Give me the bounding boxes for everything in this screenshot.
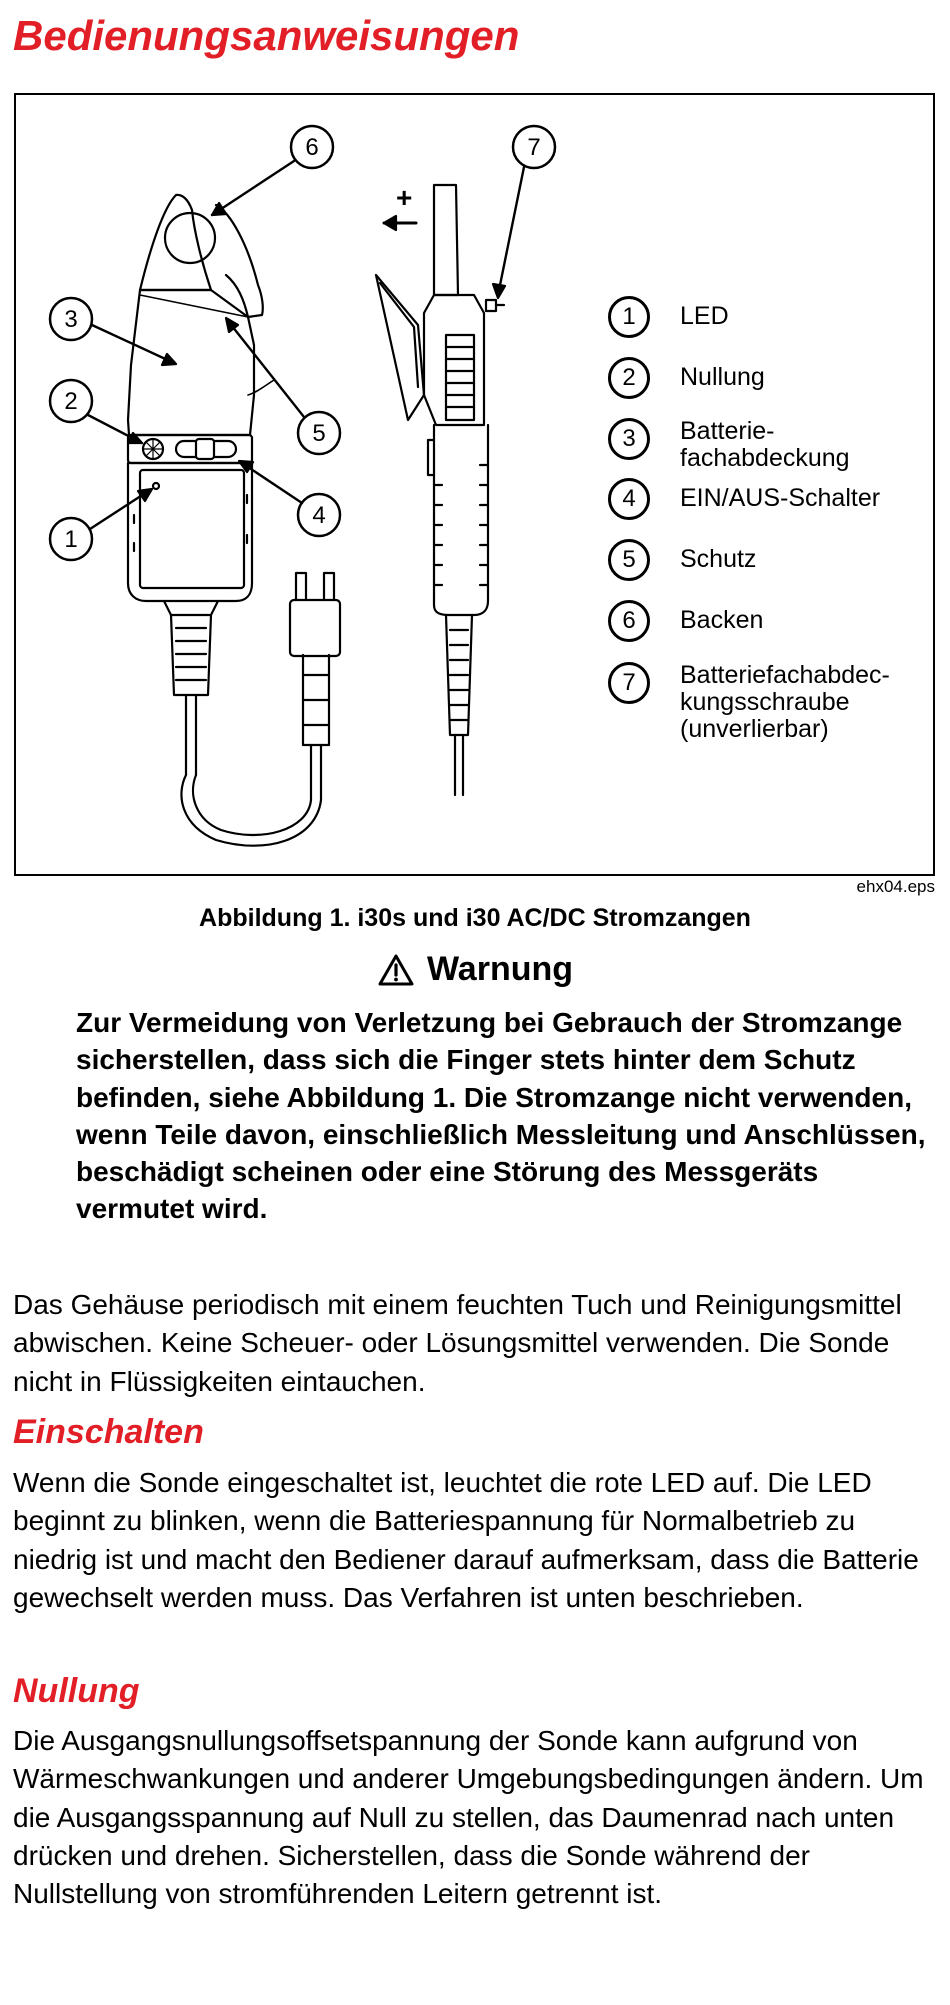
legend-text: Nullung [680,363,765,391]
jaw-right [216,205,263,317]
warning-heading-text: Warnung [426,950,574,988]
clamp-side-view [376,185,504,795]
warning-heading [0,950,950,989]
callout-label-3: 3 [64,306,78,333]
side-grip [434,425,488,615]
power-switch [196,439,214,459]
section-heading-zeroing: Nullung [13,1672,140,1710]
callouts [50,126,555,560]
legend-num: 5 [608,539,650,581]
led [153,483,159,489]
figure-file-name: ehx04.eps [856,877,935,896]
legend-num: 2 [608,357,650,399]
callout-label-5: 5 [312,420,326,447]
lower-body [128,463,252,601]
clamp-front-view [128,195,340,846]
side-jaw [434,185,458,295]
callout-label-6: 6 [305,134,319,161]
section-heading-power-on: Einschalten [13,1413,204,1451]
jaw-left [140,195,211,290]
legend-item-5 [608,539,756,581]
legend-text: Schutz [680,545,757,573]
legend-item-2 [608,357,765,399]
legend-text: Batterie- fachabdeckung [680,417,850,472]
zeroing-paragraph: Die Ausgangsnullungsoffsetspannung der Sonde kann aufgrund von Wärmeschwankungen und anderer Umgebungsbedingungen ändern. Um die Ausgangsspannung auf Null zu stellen, das Daumenrad nach unten drücken und drehen. Sicherstellen, dass die Sonde während der Nullstellung von stromführenden Leitern getrennt ist. [13,1725,924,1910]
power-on-paragraph: Wenn die Sonde eingeschaltet ist, leuchtet die rote LED auf. Die LED beginnt zu blinken, wenn die Batteriespannung für Normalbetrieb zu niedrig ist und macht den Bediener darauf aufmerksam, dass die Batterie gewechselt werden muss. Das Verfahren ist unten beschrieben. [13,1467,919,1613]
battery-window [140,470,244,588]
warning-body: Zur Vermeidung von Verletzung bei Gebrauch der Stromzange sicherstellen, dass sich die Finger stets hinter dem Schutz befinden, siehe Abbildung 1. Die Stromzange nicht verwenden, wenn Teile davon, einschließlich Messleitung und Anschlüssen, beschädigt scheinen oder eine Störung des Messgeräts vermutet wird. [76,1007,926,1225]
legend-text: Backen [680,606,764,634]
legend-item-3 [608,418,850,472]
legend-item-6 [608,600,763,642]
figure-caption: Abbildung 1. i30s und i30 AC/DC Stromzangen [199,904,751,932]
polarity-plus: + [396,182,413,213]
legend-text: EIN/AUS-Schalter [680,484,881,512]
legend-item-1 [608,296,729,338]
open-cover [376,275,424,420]
legend-num: 4 [608,478,650,520]
legend-num: 6 [608,600,650,642]
callout-label-7: 7 [527,134,541,161]
polarity-arrow [384,182,416,230]
legend-text: Batteriefachabdec- kungsschraube (unverlierbar) [680,661,890,743]
upper-body [128,290,254,435]
warning-triangle-icon [377,953,415,987]
legend-item-7 [608,662,890,743]
callout-label-1: 1 [64,526,78,553]
legend-text: LED [680,302,729,330]
callout-label-4: 4 [312,502,326,529]
cleaning-paragraph: Das Gehäuse periodisch mit einem feuchten Tuch und Reinigungsmittel abwischen. Keine Scheuer- oder Lösungsmittel verwenden. Die Sonde nicht in Flüssigkeiten eintauchen. [13,1289,902,1397]
legend-num: 1 [608,296,650,338]
legend-num: 7 [608,662,650,704]
legend-num: 3 [608,418,650,460]
legend-item-4 [608,478,880,520]
callout-label-2: 2 [64,388,78,415]
cable [181,745,321,846]
page-title: Bedienungsanweisungen [13,12,520,59]
jaw-opening [165,213,215,263]
